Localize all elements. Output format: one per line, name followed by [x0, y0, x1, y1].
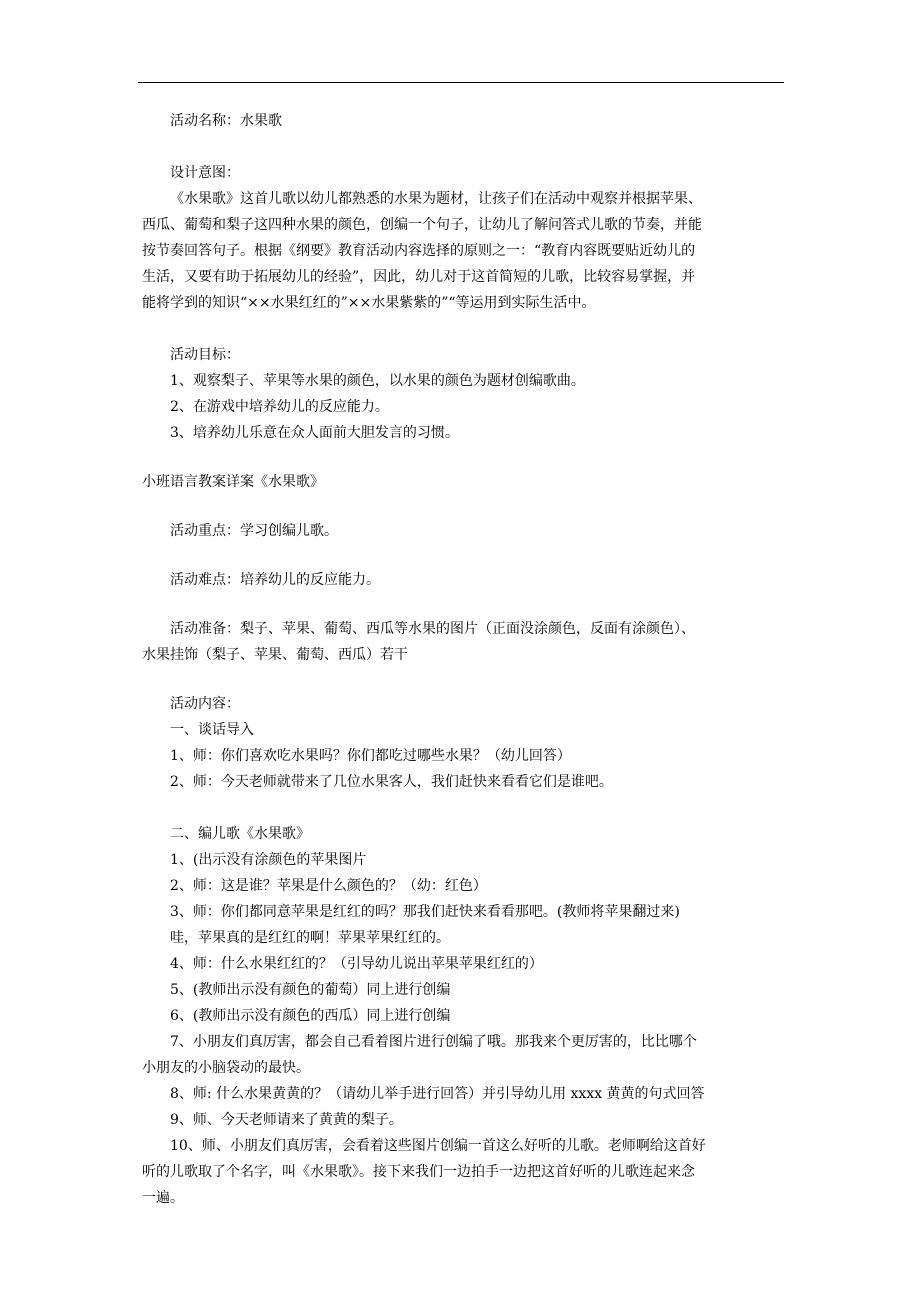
content-item: 小朋友的小脑袋动的最快。	[142, 1060, 310, 1076]
content-item: 5、(教师出示没有颜色的葡萄）同上进行创编	[170, 982, 451, 998]
content-item: 1、(出示没有涂颜色的苹果图片	[170, 852, 367, 868]
content-item: 9、师、今天老师请来了黄黄的梨子。	[170, 1112, 403, 1128]
header-rule	[138, 82, 784, 83]
content-item: 3、师：你们都同意苹果是红红的吗？那我们赶快来看看那吧。(教师将苹果翻过来)	[170, 904, 680, 920]
key-point: 活动重点：学习创编儿歌。	[170, 523, 338, 539]
activity-name: 活动名称：水果歌	[170, 113, 282, 129]
document-body	[142, 108, 792, 1211]
objective-item: 3、培养幼儿乐意在众人面前大胆发言的习惯。	[170, 425, 459, 441]
objective-item: 1、观察梨子、苹果等水果的颜色，以水果的颜色为题材创编歌曲。	[170, 373, 585, 389]
content-item: 听的儿歌取了个名字，叫《水果歌》。接下来我们一边拍手一边把这首好听的儿歌连起来念	[142, 1164, 695, 1180]
section-heading: 二、编儿歌《水果歌》	[170, 826, 310, 842]
objectives-heading: 活动目标：	[170, 347, 240, 363]
content-item: 1、师：你们喜欢吃水果吗？你们都吃过哪些水果？（幼儿回答）	[170, 748, 571, 764]
lesson-title: 小班语言教案详案《水果歌》	[142, 474, 324, 490]
design-intent-line: 西瓜、葡萄和梨子这四种水果的颜色，创编一个句子，让幼儿了解问答式儿歌的节奏，并能	[142, 217, 702, 233]
content-item: 7、小朋友们真厉害，都会自己看着图片进行创编了哦。那我来个更厉害的，比比哪个	[170, 1034, 697, 1050]
content-item: 6、(教师出示没有颜色的西瓜）同上进行创编	[170, 1008, 451, 1024]
content-item: 哇，苹果真的是红红的啊！苹果苹果红红的。	[170, 930, 450, 946]
content-heading: 活动内容：	[170, 696, 240, 712]
preparation-line: 水果挂饰（梨子、苹果、葡萄、西瓜）若干	[142, 647, 408, 663]
content-item: 4、师：什么水果红红的？（引导幼儿说出苹果苹果红红的）	[170, 956, 543, 972]
preparation-line: 活动准备：梨子、苹果、葡萄、西瓜等水果的图片（正面没涂颜色，反面有涂颜色）、	[170, 621, 695, 637]
design-intent-heading: 设计意图：	[170, 165, 240, 181]
section-heading: 一、谈话导入	[170, 722, 254, 738]
content-item: 一遍。	[142, 1190, 184, 1206]
difficulty: 活动难点：培养幼儿的反应能力。	[170, 572, 380, 588]
design-intent-line: 生活，又要有助于拓展幼儿的经验”，因此，幼儿对于这首简短的儿歌，比较容易掌握，并	[142, 269, 696, 285]
design-intent-line: 按节奏回答句子。根据《纲要》教育活动内容选择的原则之一：“教育内容既要贴近幼儿的	[142, 243, 696, 259]
content-item: 2、师：今天老师就带来了几位水果客人，我们赶快来看看它们是谁吧。	[170, 774, 613, 790]
content-item: 10、师、小朋友们真厉害，会看着这些图片创编一首这么好听的儿歌。老师啊给这首好	[170, 1138, 706, 1154]
design-intent-line: 能将学到的知识“××水果红红的”××水果紫紫的”“等运用到实际生活中。	[142, 295, 596, 311]
design-intent-line: 《水果歌》这首儿歌以幼儿都熟悉的水果为题材，让孩子们在活动中观察并根据苹果、	[170, 191, 702, 207]
content-item: 8、师: 什么水果黄黄的？（请幼儿举手进行回答）并引导幼儿用 xxxx 黄黄的句式回答	[170, 1086, 705, 1102]
content-item: 2、师：这是谁？苹果是什么颜色的？（幼：红色）	[170, 878, 487, 894]
objective-item: 2、在游戏中培养幼儿的反应能力。	[170, 399, 389, 415]
